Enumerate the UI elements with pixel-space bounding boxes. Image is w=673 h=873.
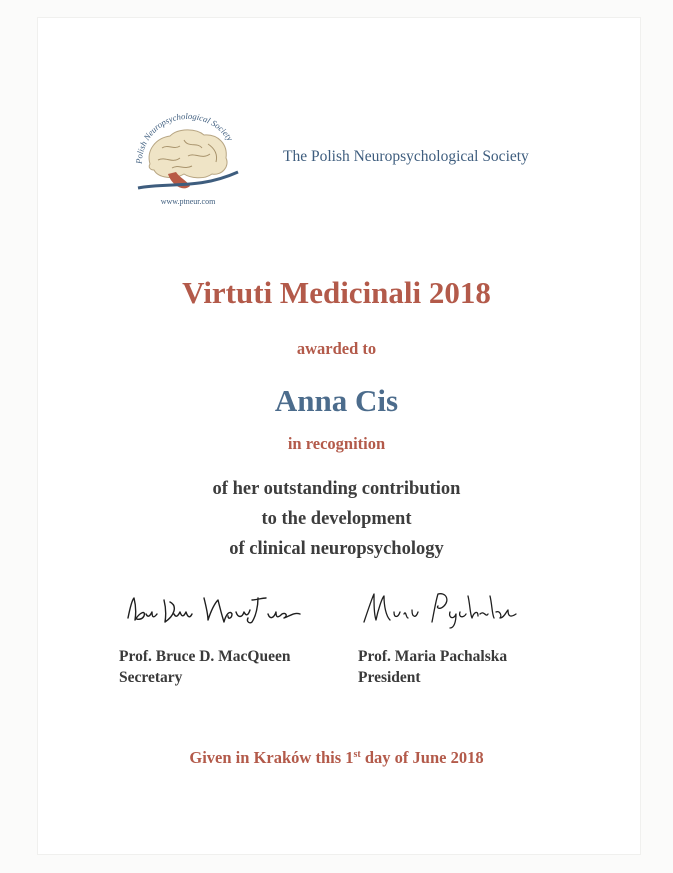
given-prefix: Given in Kraków this 1 [189, 748, 354, 767]
logo-url: www.ptneur.com [160, 197, 216, 206]
citation-line: to the development [261, 509, 412, 529]
award-title: Virtuti Medicinali 2018 [182, 275, 491, 310]
recipient-name: Anna Cis [274, 383, 399, 418]
awarded-to-label: awarded to [296, 339, 377, 358]
brain-icon [149, 130, 227, 178]
citation-line: of clinical neuropsychology [229, 539, 444, 559]
signature-president [360, 588, 530, 635]
given-suffix: day of June 2018 [360, 748, 484, 767]
signatory-secretary [119, 646, 290, 688]
given-date-line [0, 748, 673, 768]
citation-text [0, 474, 673, 564]
society-name: The Polish Neuropsychological Society [283, 148, 529, 165]
signatory-president [358, 646, 507, 688]
signatory-role: President [358, 669, 421, 686]
logo-ring-text: Polish Neuropsychological Society [133, 110, 236, 165]
given-ordinal: st [353, 749, 361, 760]
signatory-role: Secretary [119, 669, 183, 686]
citation-line: of her outstanding contribution [212, 479, 461, 499]
society-logo [128, 108, 248, 208]
signatory-name: Prof. Bruce D. MacQueen [119, 648, 291, 665]
signatory-name: Prof. Maria Pachalska [358, 648, 508, 665]
signature-secretary [124, 592, 304, 635]
in-recognition-label: in recognition [287, 434, 386, 453]
